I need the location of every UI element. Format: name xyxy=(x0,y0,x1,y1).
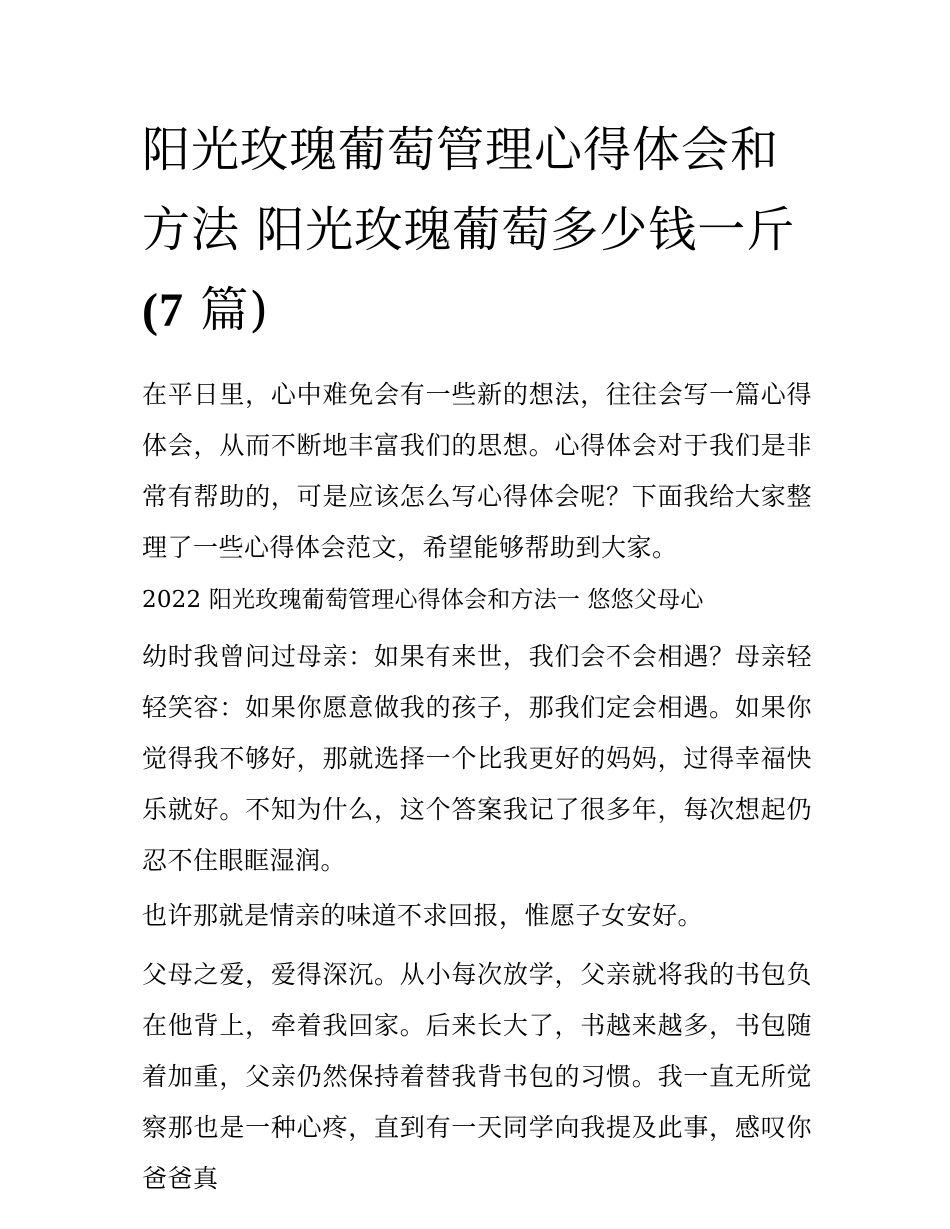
body-paragraph: 也许那就是情亲的味道不求回报，惟愿子女安好。 xyxy=(142,901,704,930)
body-paragraph: 幼时我曾问过母亲：如果有来世，我们会不会相遇？母亲轻轻笑容：如果你愿意做我的孩子，那我们定会相遇。如果你觉得我不够好，那就选择一个比我更好的妈妈，过得幸福快乐就好。不知为什么，这个答案我记了很多年，每次想起仍忍不住眼眶湿润。 xyxy=(142,642,812,875)
intro-paragraph: 在平日里，心中难免会有一些新的想法，往往会写一篇心得体会，从而不断地丰富我们的思想。心得体会对于我们是非常有帮助的，可是应该怎么写心得体会呢？下面我给大家整理了一些心得体会范文，希望能够帮助到大家。 xyxy=(142,380,812,562)
section-heading: 2022 阳光玫瑰葡萄管理心得体会和方法一 悠悠父母心 xyxy=(142,587,704,613)
document-title xyxy=(142,110,812,351)
title-count: (7 xyxy=(142,284,184,337)
title-line-1: 阳光玫瑰葡萄管理心得体会和 xyxy=(142,122,780,178)
body-paragraph: 父母之爱，爱得深沉。从小每次放学，父亲就将我的书包负在他背上，牵着我回家。后来长大了，书越来越多，书包随着加重，父亲仍然保持着替我背书包的习惯。我一直无所觉察那也是一种心疼，直到有一天同学向我提及此事，感叹你爸爸真 xyxy=(142,960,812,1193)
title-line-2: 方法 阳光玫瑰葡萄多少钱一斤 xyxy=(142,202,796,258)
title-count-unit: 篇) xyxy=(200,282,269,338)
